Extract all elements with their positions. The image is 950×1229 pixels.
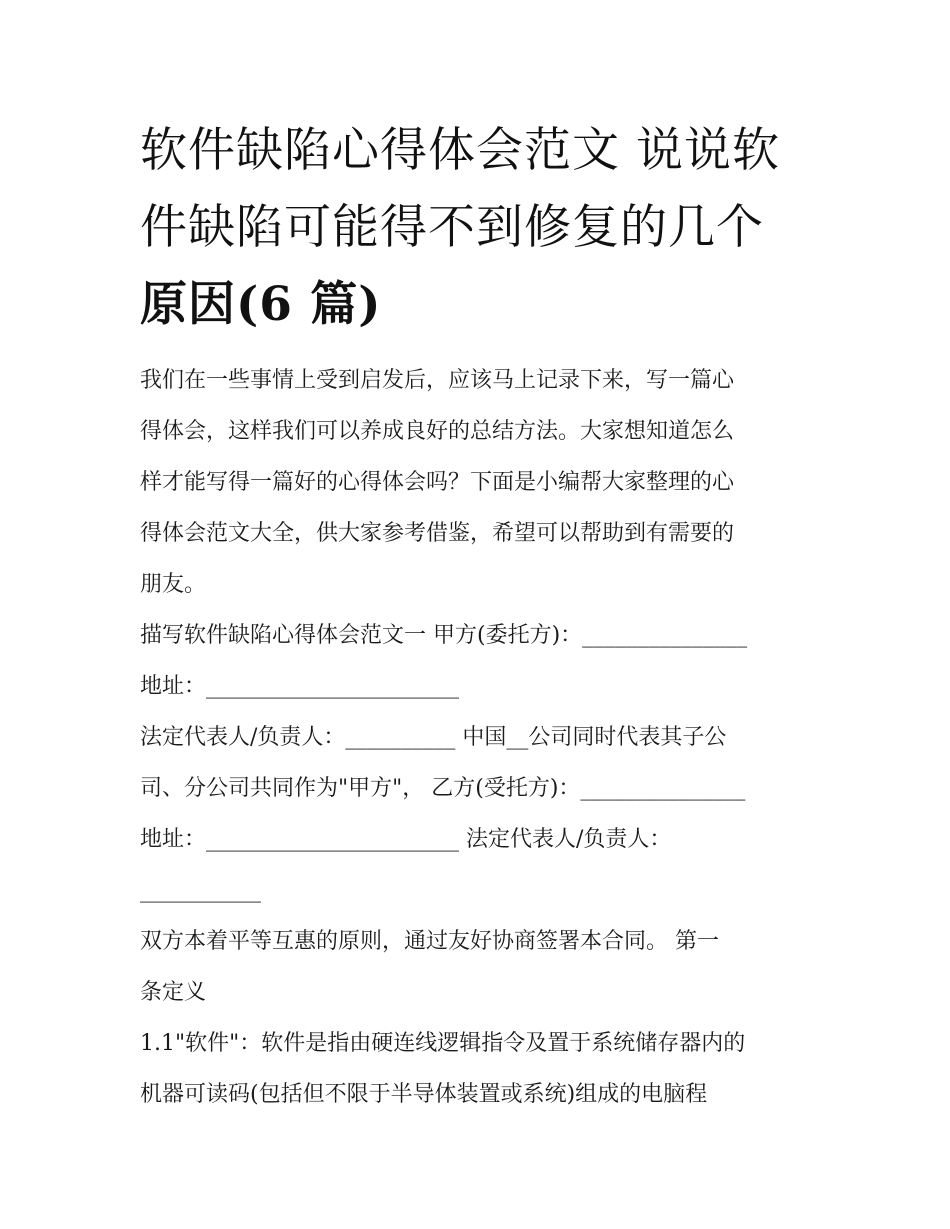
text-line: ___________ xyxy=(140,878,261,903)
title-line: 件缺陷可能得不到修复的几个 xyxy=(140,200,764,255)
intro-paragraph xyxy=(140,355,812,610)
text-line: 机器可读码(包括但不限于半导体装置或系统)组成的电脑程 xyxy=(140,1082,708,1107)
text-line: 1.1"软件"：软件是指由硬连线逻辑指令及置于系统储存器内的 xyxy=(140,1031,746,1056)
text-line: 双方本着平等互惠的原则，通过友好协商签署本合同。 第一 xyxy=(140,929,719,954)
text-line: 样才能写得一篇好的心得体会吗？下面是小编帮大家整理的心 xyxy=(140,470,735,495)
text-line: 条定义 xyxy=(140,980,207,1005)
text-line: 司、分公司共同作为"甲方"， 乙方(受托方)：_______________ xyxy=(140,776,746,801)
document-content xyxy=(140,112,812,1120)
document-title xyxy=(140,112,812,343)
text-line: 我们在一些事情上受到启发后，应该马上记录下来，写一篇心 xyxy=(140,368,735,393)
text-line: 描写软件缺陷心得体会范文一 甲方(委托方)：_______________ xyxy=(140,623,748,648)
text-line: 法定代表人/负责人：__________ 中国__公司同时代表其子公 xyxy=(140,725,727,750)
title-line: 软件缺陷心得体会范文 说说软 xyxy=(140,123,780,178)
text-line: 得体会，这样我们可以养成良好的总结方法。大家想知道怎么 xyxy=(140,419,735,444)
text-line: 得体会范文大全，供大家参考借鉴，希望可以帮助到有需要的 xyxy=(140,521,735,546)
text-line: 地址：_______________________ xyxy=(140,674,460,699)
text-line: 朋友。 xyxy=(140,572,207,597)
text-line: 地址：_______________________ 法定代表人/负责人： xyxy=(140,827,672,852)
title-line: 原因(6 篇) xyxy=(140,277,382,332)
contract-body xyxy=(140,610,812,1120)
